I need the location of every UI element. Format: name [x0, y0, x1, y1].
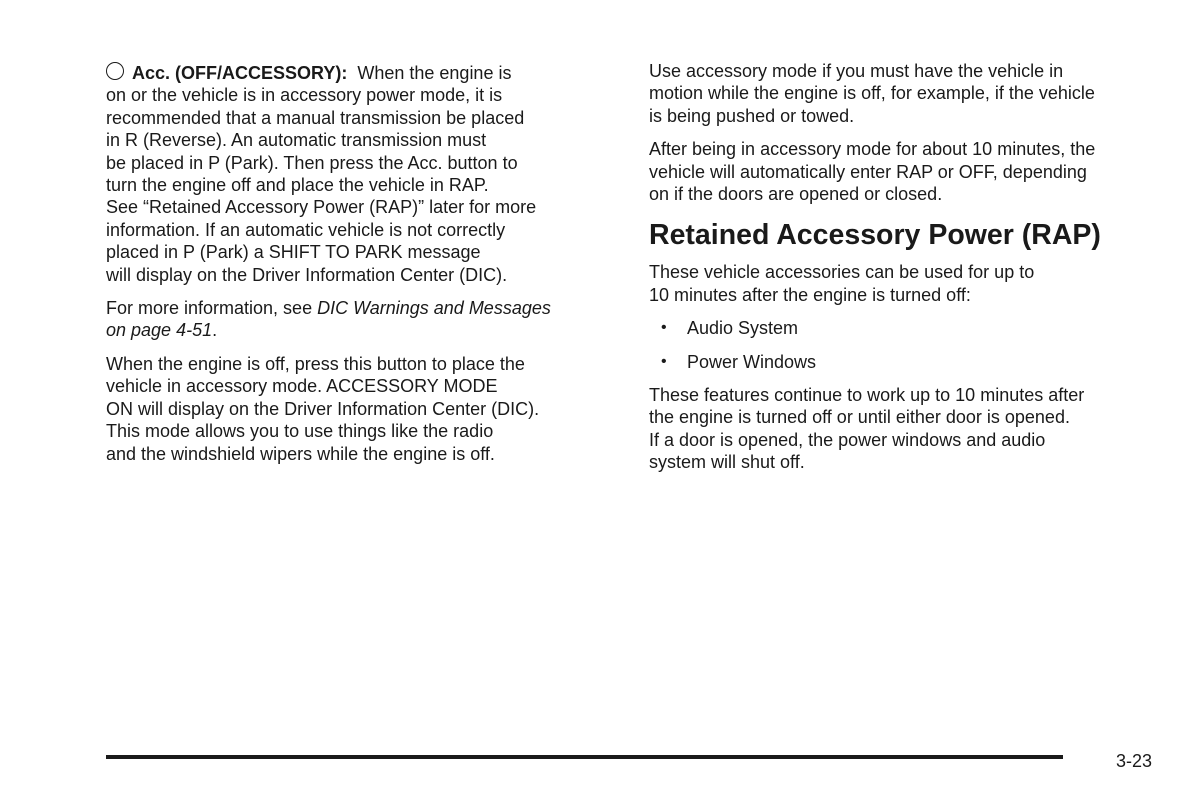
accessory-line: When the engine is off, press this button to place the [106, 353, 525, 374]
acc-line: information. If an automatic vehicle is not correctly [106, 219, 506, 240]
acc-line: turn the engine off and place the vehicle in RAP. [106, 175, 489, 196]
accessory-line: and the windshield wipers while the engine is off. [106, 443, 495, 464]
acc-line: in R (Reverse). An automatic transmission must [106, 130, 487, 151]
more-info-paragraph [106, 297, 616, 342]
timeout-line: After being in accessory mode for about 10 minutes, the [649, 139, 1096, 160]
acc-line: placed in P (Park) a SHIFT TO PARK message [106, 242, 481, 263]
acc-line: will display on the Driver Information Center (DIC). [106, 264, 508, 285]
intro-line: 10 minutes after the engine is turned off: [649, 284, 971, 305]
more-info-line [106, 319, 616, 341]
acc-line: on or the vehicle is in accessory power mode, it is [106, 85, 503, 106]
rap-intro-paragraph [649, 261, 1169, 306]
accessory-mode-paragraph [106, 353, 616, 465]
acc-paragraph [106, 62, 616, 286]
dic-warnings-reference-link[interactable]: DIC Warnings and Messages [317, 298, 551, 319]
more-info-prefix: For more information, see [106, 298, 318, 319]
motion-paragraph [649, 60, 1169, 127]
accessory-line: ON will display on the Driver Information Center (DIC). [106, 398, 540, 419]
bullet-icon: • [661, 319, 667, 337]
closing-line: the engine is turned off or until either door is opened. [649, 407, 1070, 428]
timeout-line: on if the doors are opened or closed. [649, 184, 943, 205]
closing-paragraph [649, 384, 1169, 474]
intro-line: These vehicle accessories can be used for up to [649, 262, 1035, 283]
bullet-icon: • [661, 352, 667, 370]
page-number: 3-23 [1116, 751, 1153, 771]
right-column [649, 60, 1169, 485]
timeout-paragraph [649, 138, 1169, 205]
left-column [106, 60, 616, 476]
motion-line: motion while the engine is off, for example, if the vehicle [649, 83, 1095, 104]
acc-first-line [106, 62, 616, 84]
more-info-line [106, 297, 616, 319]
accessory-line: This mode allows you to use things like the radio [106, 421, 494, 442]
list-item [649, 317, 1169, 339]
motion-line: Use accessory mode if you must have the vehicle in [649, 61, 1064, 81]
acc-term: Acc. (OFF/ACCESSORY): [132, 63, 348, 83]
motion-line: is being pushed or towed. [649, 105, 855, 126]
page-reference-link[interactable]: on page 4-51 [106, 320, 213, 341]
list-item [649, 351, 1169, 373]
acc-line: be placed in P (Park). Then press the Acc. button to [106, 152, 518, 173]
section-heading: Retained Accessory Power (RAP) [649, 219, 1101, 252]
timeout-line: vehicle will automatically enter RAP or OFF, depending [649, 161, 1087, 182]
acc-button-circle-icon [106, 62, 124, 80]
acc-line: See “Retained Accessory Power (RAP)” later for more [106, 197, 537, 218]
footer-divider [106, 755, 1063, 759]
acc-line: When the engine is [357, 63, 512, 83]
accessory-line: vehicle in accessory mode. ACCESSORY MODE [106, 376, 498, 397]
closing-line: system will shut off. [649, 452, 805, 473]
closing-line: These features continue to work up to 10 minutes after [649, 385, 1085, 406]
list-item-label: Audio System [687, 318, 799, 339]
more-info-suffix: . [212, 320, 218, 341]
accessory-bullet-list [649, 317, 1169, 373]
closing-line: If a door is opened, the power windows and audio [649, 429, 1046, 450]
acc-line: recommended that a manual transmission be placed [106, 107, 525, 128]
list-item-label: Power Windows [687, 351, 817, 372]
